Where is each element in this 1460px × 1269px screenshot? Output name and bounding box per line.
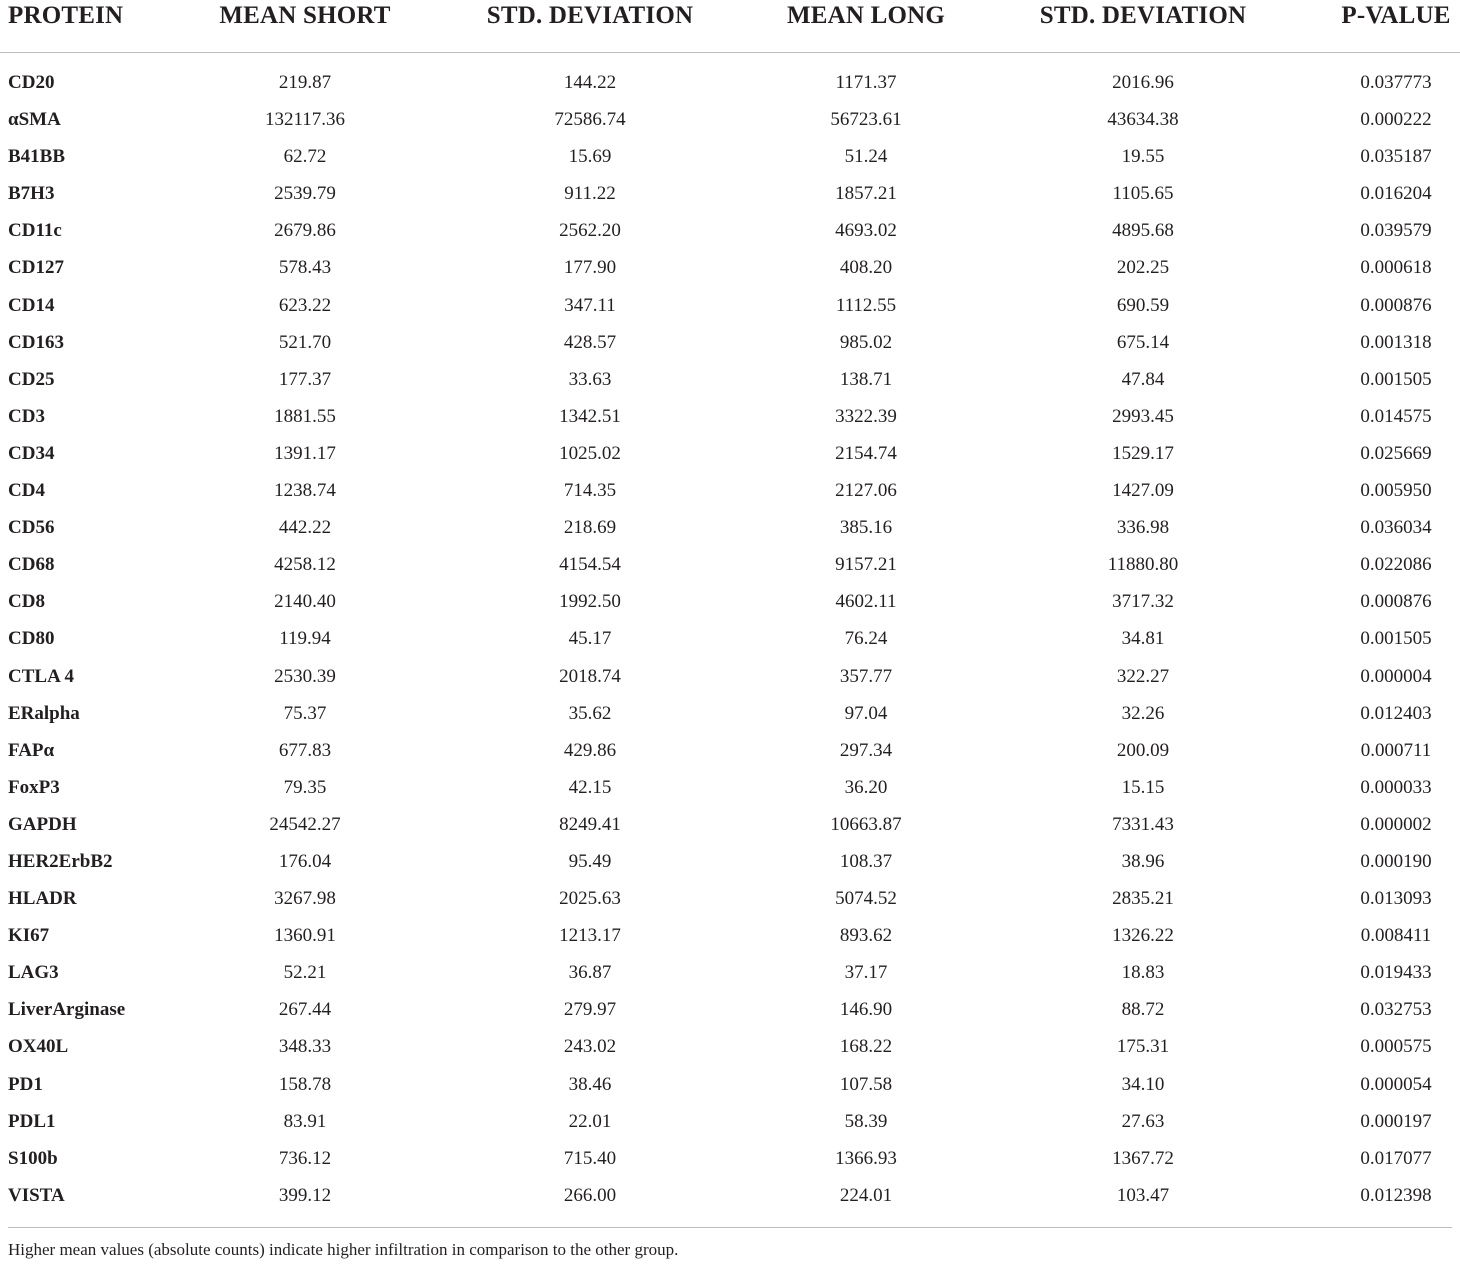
cell-std-deviation-short: 8249.41 bbox=[559, 813, 621, 835]
cell-protein: HLADR bbox=[8, 888, 77, 910]
cell-p-value: 0.012403 bbox=[1360, 702, 1432, 724]
cell-std-deviation-short: 15.69 bbox=[568, 146, 612, 168]
cell-mean-short: 119.94 bbox=[279, 628, 331, 650]
cell-std-deviation-long: 47.84 bbox=[1121, 368, 1165, 390]
cell-p-value: 0.036034 bbox=[1360, 517, 1432, 539]
cell-std-deviation-long: 15.15 bbox=[1121, 776, 1165, 798]
cell-mean-short: 1391.17 bbox=[274, 442, 336, 464]
cell-protein: B7H3 bbox=[8, 183, 55, 205]
cell-std-deviation-long: 1105.65 bbox=[1112, 183, 1174, 205]
cell-protein: CD20 bbox=[8, 72, 55, 93]
table-row bbox=[0, 882, 1460, 919]
cell-mean-long: 224.01 bbox=[839, 1184, 893, 1206]
table-row bbox=[0, 1068, 1460, 1105]
cell-protein: CD25 bbox=[8, 368, 55, 390]
cell-protein: LAG3 bbox=[8, 962, 59, 984]
table-row bbox=[0, 474, 1460, 511]
header-mean-short: MEAN SHORT bbox=[219, 2, 391, 29]
cell-p-value: 0.022086 bbox=[1360, 554, 1432, 576]
header-protein: PROTEIN bbox=[8, 2, 124, 29]
cell-mean-short: 677.83 bbox=[278, 739, 332, 761]
cell-p-value: 0.013093 bbox=[1360, 888, 1432, 910]
cell-p-value: 0.000876 bbox=[1360, 294, 1432, 316]
cell-std-deviation-short: 243.02 bbox=[563, 1036, 617, 1058]
cell-mean-long: 138.71 bbox=[839, 368, 893, 390]
cell-protein: CTLA 4 bbox=[8, 665, 74, 687]
cell-protein: LiverArginase bbox=[8, 999, 126, 1021]
table-row bbox=[0, 771, 1460, 808]
cell-std-deviation-short: 428.57 bbox=[563, 331, 617, 353]
cell-mean-short: 52.21 bbox=[283, 962, 327, 984]
table-row bbox=[0, 660, 1460, 697]
cell-mean-short: 578.43 bbox=[278, 257, 332, 279]
cell-std-deviation-long: 1427.09 bbox=[1112, 480, 1174, 502]
cell-mean-long: 3322.39 bbox=[835, 405, 897, 427]
table-row bbox=[0, 400, 1460, 437]
cell-protein: GAPDH bbox=[8, 813, 77, 835]
table-row bbox=[0, 214, 1460, 251]
header-mean-long: MEAN LONG bbox=[786, 2, 946, 29]
cell-std-deviation-short: 36.87 bbox=[568, 962, 612, 984]
cell-p-value: 0.012398 bbox=[1360, 1184, 1432, 1206]
cell-mean-short: 623.22 bbox=[278, 294, 332, 316]
cell-std-deviation-short: 2562.20 bbox=[559, 220, 621, 242]
cell-std-deviation-long: 2993.45 bbox=[1112, 405, 1174, 427]
cell-std-deviation-short: 429.86 bbox=[563, 739, 617, 761]
cell-mean-long: 385.16 bbox=[839, 517, 893, 539]
table-row bbox=[0, 845, 1460, 882]
cell-mean-long: 168.22 bbox=[839, 1036, 893, 1058]
cell-mean-short: 1360.91 bbox=[274, 925, 336, 947]
table-body bbox=[0, 53, 1460, 1216]
cell-mean-short: 3267.98 bbox=[274, 888, 336, 910]
cell-p-value: 0.014575 bbox=[1360, 405, 1432, 427]
table-row bbox=[0, 585, 1460, 622]
cell-std-deviation-short: 38.46 bbox=[568, 1073, 612, 1095]
cell-protein: VISTA bbox=[8, 1184, 65, 1206]
cell-std-deviation-long: 1529.17 bbox=[1112, 442, 1174, 464]
cell-std-deviation-short: 347.11 bbox=[564, 294, 616, 316]
cell-std-deviation-long: 19.55 bbox=[1121, 146, 1165, 168]
cell-mean-short: 177.37 bbox=[278, 368, 332, 390]
cell-std-deviation-long: 103.47 bbox=[1116, 1184, 1170, 1206]
cell-protein: FoxP3 bbox=[8, 776, 60, 798]
table-row bbox=[0, 1179, 1460, 1216]
header-p-value: P-VALUE bbox=[1341, 2, 1451, 29]
cell-mean-short: 2679.86 bbox=[274, 220, 336, 242]
cell-std-deviation-short: 279.97 bbox=[563, 999, 617, 1021]
table-row bbox=[0, 956, 1460, 993]
cell-std-deviation-short: 2018.74 bbox=[559, 665, 621, 687]
cell-p-value: 0.001318 bbox=[1360, 331, 1432, 353]
cell-std-deviation-short: 42.15 bbox=[568, 776, 612, 798]
cell-p-value: 0.000711 bbox=[1360, 739, 1432, 761]
cell-mean-long: 108.37 bbox=[839, 850, 893, 872]
cell-std-deviation-short: 1025.02 bbox=[559, 442, 621, 464]
cell-protein: CD4 bbox=[8, 480, 45, 502]
cell-std-deviation-short: 177.90 bbox=[563, 257, 617, 279]
cell-mean-long: 357.77 bbox=[839, 665, 893, 687]
table-row bbox=[0, 993, 1460, 1030]
cell-mean-long: 37.17 bbox=[844, 962, 888, 984]
cell-mean-long: 985.02 bbox=[839, 331, 893, 353]
cell-std-deviation-short: 1213.17 bbox=[559, 925, 621, 947]
table-row bbox=[0, 697, 1460, 734]
cell-mean-long: 10663.87 bbox=[830, 813, 902, 835]
cell-std-deviation-long: 18.83 bbox=[1121, 962, 1165, 984]
cell-protein: CD14 bbox=[8, 294, 55, 316]
table-row bbox=[0, 140, 1460, 177]
cell-mean-long: 893.62 bbox=[839, 925, 893, 947]
cell-std-deviation-long: 2835.21 bbox=[1112, 888, 1174, 910]
cell-mean-long: 4602.11 bbox=[835, 591, 897, 613]
cell-std-deviation-long: 3717.32 bbox=[1112, 591, 1174, 613]
cell-p-value: 0.032753 bbox=[1360, 999, 1432, 1021]
cell-std-deviation-long: 11880.80 bbox=[1107, 554, 1179, 576]
cell-mean-short: 736.12 bbox=[278, 1147, 332, 1169]
table-row bbox=[0, 437, 1460, 474]
cell-std-deviation-long: 32.26 bbox=[1121, 702, 1165, 724]
cell-std-deviation-short: 45.17 bbox=[568, 628, 612, 650]
cell-mean-short: 24542.27 bbox=[269, 813, 341, 835]
cell-std-deviation-long: 43634.38 bbox=[1107, 109, 1179, 131]
cell-protein: CD80 bbox=[8, 628, 55, 650]
cell-mean-short: 1238.74 bbox=[274, 480, 336, 502]
cell-mean-long: 1112.55 bbox=[835, 294, 897, 316]
cell-p-value: 0.000002 bbox=[1360, 813, 1432, 835]
cell-std-deviation-short: 1342.51 bbox=[559, 405, 621, 427]
cell-p-value: 0.000054 bbox=[1360, 1073, 1432, 1095]
cell-std-deviation-short: 911.22 bbox=[564, 183, 616, 205]
cell-mean-long: 56723.61 bbox=[830, 109, 902, 131]
table-row bbox=[0, 919, 1460, 956]
cell-std-deviation-short: 715.40 bbox=[563, 1147, 617, 1169]
cell-protein: PDL1 bbox=[8, 1110, 56, 1132]
cell-p-value: 0.005950 bbox=[1360, 480, 1432, 502]
cell-mean-long: 107.58 bbox=[839, 1073, 893, 1095]
cell-std-deviation-long: 27.63 bbox=[1121, 1110, 1165, 1132]
header-std-deviation-long: STD. DEVIATION bbox=[1039, 2, 1247, 29]
cell-protein: CD11c bbox=[8, 220, 62, 242]
cell-mean-short: 2539.79 bbox=[274, 183, 336, 205]
cell-std-deviation-long: 7331.43 bbox=[1112, 813, 1174, 835]
cell-std-deviation-long: 34.10 bbox=[1121, 1073, 1165, 1095]
cell-std-deviation-short: 95.49 bbox=[568, 850, 612, 872]
cell-p-value: 0.025669 bbox=[1360, 442, 1432, 464]
cell-protein: OX40L bbox=[8, 1036, 69, 1058]
cell-mean-long: 58.39 bbox=[844, 1110, 888, 1132]
table-footnote: Higher mean values (absolute counts) indicate higher infiltration in comparison to the other group. bbox=[8, 1240, 679, 1259]
cell-p-value: 0.000190 bbox=[1360, 850, 1432, 872]
cell-mean-long: 1366.93 bbox=[835, 1147, 897, 1169]
cell-mean-long: 146.90 bbox=[839, 999, 893, 1021]
cell-protein: CD163 bbox=[8, 331, 64, 353]
cell-protein: CD56 bbox=[8, 517, 55, 539]
cell-mean-short: 267.44 bbox=[278, 999, 332, 1021]
cell-mean-long: 2154.74 bbox=[835, 442, 897, 464]
cell-std-deviation-short: 714.35 bbox=[563, 480, 617, 502]
table-row bbox=[0, 734, 1460, 771]
cell-std-deviation-long: 38.96 bbox=[1121, 850, 1165, 872]
table-row bbox=[0, 326, 1460, 363]
cell-std-deviation-long: 1367.72 bbox=[1112, 1147, 1174, 1169]
cell-p-value: 0.001505 bbox=[1360, 628, 1432, 650]
cell-mean-short: 399.12 bbox=[278, 1184, 332, 1206]
cell-p-value: 0.008411 bbox=[1360, 925, 1432, 947]
cell-std-deviation-long: 88.72 bbox=[1121, 999, 1165, 1021]
cell-std-deviation-long: 322.27 bbox=[1116, 665, 1170, 687]
cell-protein: CD68 bbox=[8, 554, 55, 576]
cell-p-value: 0.000222 bbox=[1360, 109, 1432, 131]
cell-std-deviation-short: 266.00 bbox=[563, 1184, 617, 1206]
cell-p-value: 0.039579 bbox=[1360, 220, 1432, 242]
table-row bbox=[0, 1105, 1460, 1142]
cell-std-deviation-long: 675.14 bbox=[1116, 331, 1170, 353]
cell-p-value: 0.037773 bbox=[1360, 72, 1432, 93]
cell-mean-long: 9157.21 bbox=[835, 554, 897, 576]
cell-std-deviation-short: 35.62 bbox=[568, 702, 612, 724]
cell-mean-long: 1857.21 bbox=[835, 183, 897, 205]
table-row bbox=[0, 1030, 1460, 1067]
cell-std-deviation-short: 1992.50 bbox=[559, 591, 621, 613]
table-row bbox=[0, 1142, 1460, 1179]
cell-mean-long: 297.34 bbox=[839, 739, 893, 761]
cell-mean-short: 442.22 bbox=[278, 517, 332, 539]
cell-protein: PD1 bbox=[8, 1073, 43, 1095]
table-row bbox=[0, 548, 1460, 585]
cell-p-value: 0.000876 bbox=[1360, 591, 1432, 613]
table-row bbox=[0, 511, 1460, 548]
table-row bbox=[0, 622, 1460, 659]
cell-std-deviation-short: 4154.54 bbox=[559, 554, 621, 576]
header-std-deviation-short: STD. DEVIATION bbox=[486, 2, 694, 29]
cell-protein: S100b bbox=[8, 1147, 58, 1169]
cell-mean-long: 4693.02 bbox=[835, 220, 897, 242]
cell-mean-short: 176.04 bbox=[278, 850, 332, 872]
cell-protein: CD34 bbox=[8, 442, 55, 464]
cell-std-deviation-long: 34.81 bbox=[1121, 628, 1165, 650]
cell-mean-short: 83.91 bbox=[283, 1110, 327, 1132]
cell-mean-short: 2530.39 bbox=[274, 665, 336, 687]
cell-mean-long: 1171.37 bbox=[835, 72, 897, 93]
cell-mean-long: 36.20 bbox=[844, 776, 888, 798]
cell-std-deviation-long: 175.31 bbox=[1116, 1036, 1170, 1058]
cell-std-deviation-long: 1326.22 bbox=[1112, 925, 1174, 947]
cell-mean-long: 97.04 bbox=[844, 702, 888, 724]
cell-protein: CD127 bbox=[8, 257, 64, 279]
cell-p-value: 0.035187 bbox=[1360, 146, 1432, 168]
cell-mean-short: 348.33 bbox=[278, 1036, 332, 1058]
cell-std-deviation-short: 218.69 bbox=[563, 517, 617, 539]
cell-p-value: 0.016204 bbox=[1360, 183, 1432, 205]
cell-protein: αSMA bbox=[8, 109, 61, 131]
cell-protein: CD8 bbox=[8, 591, 45, 613]
cell-protein: FAPα bbox=[8, 739, 55, 761]
cell-protein: B41BB bbox=[8, 146, 66, 168]
cell-mean-long: 5074.52 bbox=[835, 888, 897, 910]
cell-mean-short: 1881.55 bbox=[274, 405, 336, 427]
cell-mean-short: 62.72 bbox=[283, 146, 327, 168]
cell-mean-long: 408.20 bbox=[839, 257, 893, 279]
cell-std-deviation-long: 336.98 bbox=[1116, 517, 1170, 539]
table-row bbox=[0, 177, 1460, 214]
cell-protein: KI67 bbox=[8, 925, 50, 947]
cell-mean-long: 76.24 bbox=[844, 628, 888, 650]
cell-mean-short: 4258.12 bbox=[274, 554, 336, 576]
table-row bbox=[0, 251, 1460, 288]
cell-std-deviation-short: 22.01 bbox=[568, 1110, 612, 1132]
cell-p-value: 0.019433 bbox=[1360, 962, 1432, 984]
cell-std-deviation-short: 72586.74 bbox=[554, 109, 626, 131]
table-header bbox=[0, 0, 1460, 53]
cell-mean-short: 521.70 bbox=[278, 331, 332, 353]
cell-std-deviation-long: 690.59 bbox=[1116, 294, 1170, 316]
cell-mean-short: 132117.36 bbox=[264, 109, 346, 131]
cell-p-value: 0.000033 bbox=[1360, 776, 1432, 798]
cell-mean-long: 2127.06 bbox=[835, 480, 897, 502]
cell-mean-short: 219.87 bbox=[278, 72, 332, 93]
cell-mean-short: 158.78 bbox=[278, 1073, 332, 1095]
cell-p-value: 0.001505 bbox=[1360, 368, 1432, 390]
table-row bbox=[0, 808, 1460, 845]
cell-protein: CD3 bbox=[8, 405, 45, 427]
cell-mean-long: 51.24 bbox=[844, 146, 888, 168]
cell-std-deviation-long: 4895.68 bbox=[1112, 220, 1174, 242]
cell-std-deviation-short: 2025.63 bbox=[559, 888, 621, 910]
cell-std-deviation-long: 2016.96 bbox=[1112, 72, 1174, 93]
table-row bbox=[0, 289, 1460, 326]
cell-std-deviation-long: 202.25 bbox=[1116, 257, 1170, 279]
table-row bbox=[0, 66, 1460, 103]
cell-p-value: 0.000004 bbox=[1360, 665, 1432, 687]
cell-p-value: 0.000197 bbox=[1360, 1110, 1432, 1132]
cell-p-value: 0.017077 bbox=[1360, 1147, 1432, 1169]
cell-std-deviation-short: 33.63 bbox=[568, 368, 612, 390]
table-row bbox=[0, 103, 1460, 140]
cell-std-deviation-short: 144.22 bbox=[563, 72, 617, 93]
cell-std-deviation-long: 200.09 bbox=[1116, 739, 1170, 761]
cell-p-value: 0.000618 bbox=[1360, 257, 1432, 279]
cell-p-value: 0.000575 bbox=[1360, 1036, 1432, 1058]
table-row bbox=[0, 363, 1460, 400]
cell-mean-short: 2140.40 bbox=[274, 591, 336, 613]
footer-divider bbox=[8, 1227, 1452, 1228]
cell-mean-short: 79.35 bbox=[283, 776, 327, 798]
cell-protein: HER2ErbB2 bbox=[8, 850, 113, 872]
cell-protein: ERalpha bbox=[8, 702, 80, 724]
cell-mean-short: 75.37 bbox=[283, 702, 327, 724]
